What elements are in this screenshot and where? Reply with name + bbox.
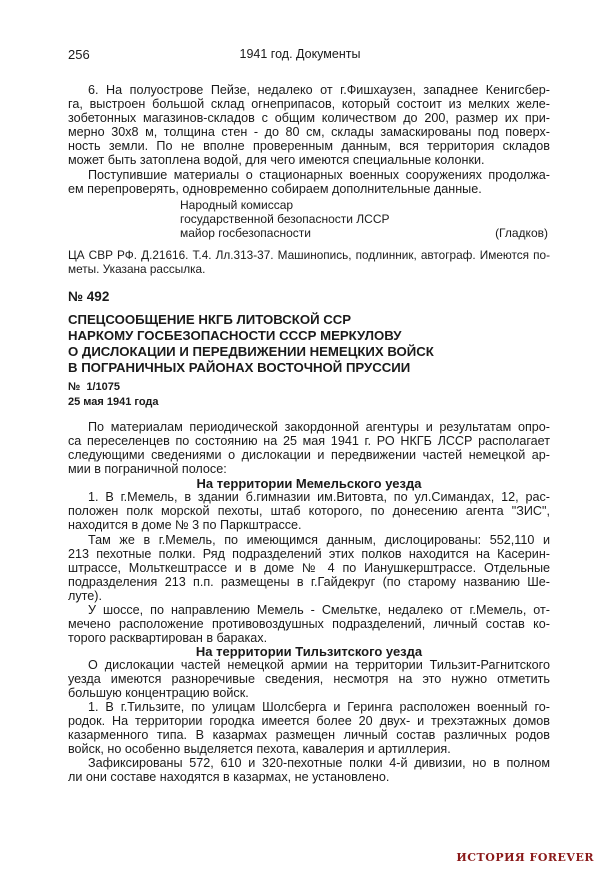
tilsit-paragraph-3 — [68, 756, 550, 784]
text-line: положен полк морской пехоты, штаб которого, по донесению агента "ЗИС", — [68, 504, 550, 518]
text-line: СПЕЦСООБЩЕНИЕ НКГБ ЛИТОВСКОЙ ССР — [68, 312, 352, 327]
text-line: следующими сведениями о дислокации и передвижении частей немецкой ар- — [68, 448, 550, 462]
text-line: га, выстроен большой склад огнеприпасов, который состоит из мелких желе- — [68, 97, 550, 111]
text-line: 1. В г.Мемель, в здании б.гимназии им.Витовта, по ул.Симандах, 12, рас- — [88, 490, 550, 504]
text-line: зобетонных магазинов-складов с общим количеством до 200, размер их при- — [68, 111, 550, 125]
running-title: 1941 год. Документы — [239, 47, 361, 61]
text-line: Поступившие материалы о стационарных военных сооружениях продолжа- — [88, 168, 550, 182]
text-line: торого расквартирован в бараках. — [68, 631, 268, 645]
text-line: 1. В г.Тильзите, по улицам Шолсберга и Геринга расположен военный го- — [88, 700, 550, 714]
text-line: большую концентрацию войск. — [68, 686, 249, 700]
text-line: О дислокации частей немецкой армии на территории Тильзит-Рагнитского — [88, 658, 550, 672]
text-line: луте). — [68, 589, 102, 603]
text-line: мии в пограничной полосе: — [68, 462, 227, 476]
text-line: государственной безопасности ЛССР — [180, 212, 390, 226]
text-line: родок. На территории городка имеется более 20 двух- и трехэтажных домов — [68, 714, 550, 728]
tilsit-paragraph-1 — [68, 658, 550, 700]
memel-paragraph-3 — [68, 603, 550, 645]
document-number: № 492 — [68, 289, 110, 304]
text-line: меты. Указана рассылка. — [68, 262, 206, 276]
text-line: У шоссе, по направлению Мемель - Смельтке, недалеко от г.Мемель, от- — [88, 603, 550, 617]
text-line: мерно 30х8 м, толщина стен - до 80 см, склады замаскированы под поверх- — [68, 125, 550, 139]
text-line: ли они составе находятся в казармах, не установлено. — [68, 770, 390, 784]
text-line: са переселенцев по состоянию на 25 мая 1941 г. РО НКГБ ЛССР располагает — [68, 434, 550, 448]
section-heading-memel: На территории Мемельского уезда — [196, 476, 422, 491]
paragraph-received — [68, 168, 550, 196]
tilsit-paragraph-2 — [68, 700, 550, 756]
text-line: штрассе, Мольткештрассе и в доме № 4 по Ианушкерштрассе. Отдельные — [68, 561, 550, 575]
text-line: казарменного типа. В казармах размещен личный состав различных родов — [68, 728, 550, 742]
text-line: Зафиксированы 572, 610 и 320-пехотные полки 4-й дивизии, но в полном — [88, 756, 550, 770]
text-line: ЦА СВР РФ. Д.21616. Т.4. Лл.313-37. Машинопись, подлинник, автограф. Имеются по- — [68, 248, 550, 262]
text-line: Народный комиссар — [180, 198, 294, 212]
text-line: ность земли. По не вполне проверенным данным, вся территория складов — [68, 139, 550, 153]
text-line: войск, но особенно выделяется пехота, кавалерия и артиллерия. — [68, 742, 451, 756]
text-line: уезда имеются разноречивые сведения, несмотря на это нужно отметить — [68, 672, 550, 686]
text-line: может быть затоплена водой, для чего имеются специальные колонки. — [68, 153, 485, 167]
page-number: 256 — [68, 47, 90, 62]
text-line: НАРКОМУ ГОСБЕЗОПАСНОСТИ СССР МЕРКУЛОВУ — [68, 328, 402, 343]
document-date: 25 мая 1941 года — [68, 396, 159, 408]
text-line: подразделения 213 п.п. размещены в г.Гайдекруг (по старому названию Ше- — [68, 575, 550, 589]
text-line: находится в доме № 3 по Паркштрассе. — [68, 518, 302, 532]
outgoing-number: № 1/1075 — [68, 381, 121, 393]
watermark-logo: ИСТОРИЯ FOREVER — [456, 851, 594, 864]
signatory-name: (Гладков) — [495, 226, 548, 240]
paragraph-6 — [68, 83, 550, 167]
text-line: По материалам периодической закордонной агентуры и результатам опро- — [88, 420, 550, 434]
intro-paragraph — [68, 420, 550, 476]
memel-paragraph-1 — [68, 490, 550, 532]
text-line: майор госбезопасности — [180, 226, 311, 240]
text-line: 6. На полуострове Пейзе, недалеко от г.Фишхаузен, западнее Кенигсбер- — [88, 83, 550, 97]
memel-paragraph-2 — [68, 533, 550, 603]
text-line: О ДИСЛОКАЦИИ И ПЕРЕДВИЖЕНИИ НЕМЕЦКИХ ВОЙСК — [68, 344, 434, 359]
text-line: мечено расположение противовоздушных подразделений, личный состав ко- — [68, 617, 550, 631]
archive-note — [68, 248, 550, 276]
document-title — [68, 312, 550, 376]
text-line: Там же в г.Мемель, по имеющимся данным, дислоцированы: 552,110 и — [88, 533, 550, 547]
section-heading-tilsit: На территории Тильзитского уезда — [195, 644, 423, 659]
text-line: 213 пехотные полки. Ряд подразделений этих полков находится на Касерин- — [68, 547, 550, 561]
text-line: ем перепроверять, одновременно собираем дополнительные данные. — [68, 182, 482, 196]
text-line: В ПОГРАНИЧНЫХ РАЙОНАХ ВОСТОЧНОЙ ПРУССИИ — [68, 360, 411, 375]
